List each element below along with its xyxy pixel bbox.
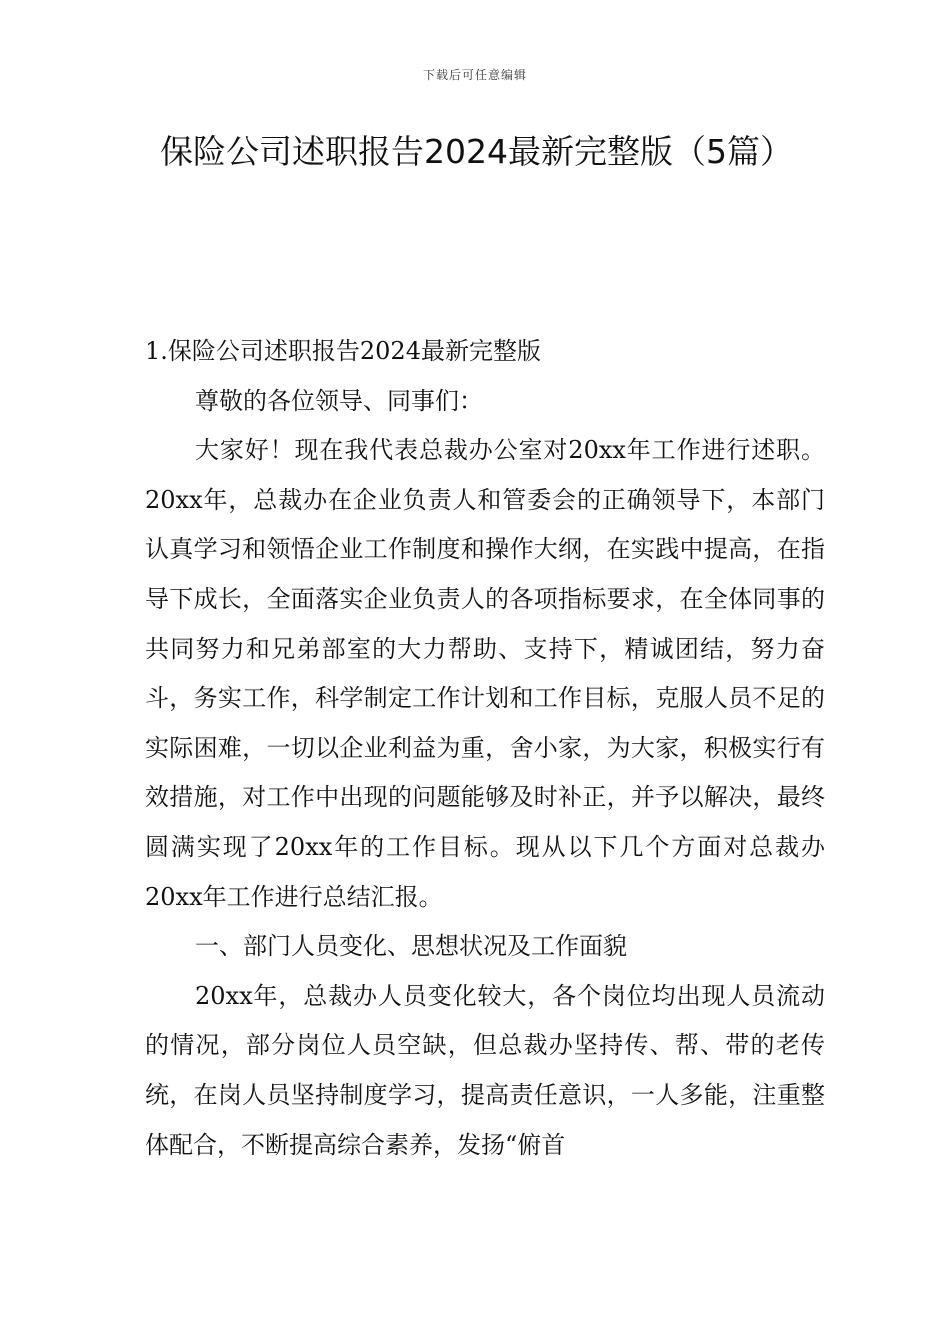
document-body xyxy=(145,327,825,1170)
document-title: 保险公司述职报告2024最新完整版（5篇） xyxy=(160,132,793,171)
paragraph-intro: 大家好！现在我代表总裁办公室对20xx年工作进行述职。20xx年，总裁办在企业负责人和管委会的正确领导下，本部门认真学习和领悟企业工作制度和操作大纲，在实践中提高，在指导下成长，全面落实企业负责人的各项指标要求，在全体同事的共同努力和兄弟部室的大力帮助、支持下，精诚团结，努力奋斗，务实工作，科学制定工作计划和工作目标，克服人员不足的实际困难，一切以企业利益为重，舍小家，为大家，积极实行有效措施，对工作中出现的问题能够及时补正，并予以解决，最终圆满实现了20xx年的工作目标。现从以下几个方面对总裁办20xx年工作进行总结汇报。 xyxy=(145,436,825,911)
salutation: 尊敬的各位领导、同事们： xyxy=(195,386,483,415)
paragraph-personnel: 20xx年，总裁办人员变化较大，各个岗位均出现人员流动的情况，部分岗位人员空缺，但总裁办坚持传、帮、带的老传统，在岗人员坚持制度学习，提高责任意识，一人多能，注重整体配合，不断提高综合素养，发扬“俯首 xyxy=(145,981,825,1159)
header-note: 下载后可任意编辑 xyxy=(422,68,527,82)
subheading-department: 一、部门人员变化、思想状况及工作面貌 xyxy=(195,932,627,961)
section-heading: 1.保险公司述职报告2024最新完整版 xyxy=(145,337,541,365)
